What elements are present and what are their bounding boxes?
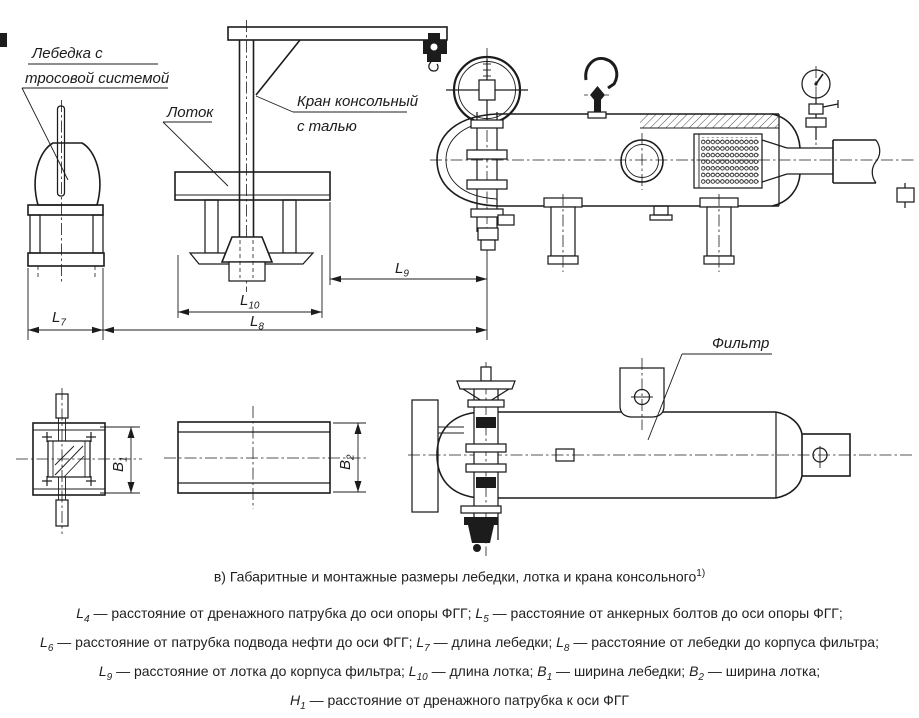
- filter-side-view: [430, 48, 916, 272]
- winch-mast: [58, 106, 65, 196]
- crane-beam: [228, 27, 447, 40]
- tray-channel: [175, 172, 330, 200]
- legend-line-2: $L_6$ — расстояние от патрубка подвода нефти до оси ФГГ; $L_7$ — длина лебедки; $L_8$ — расстояние от лебедки до корпуса фильтра;: [40, 634, 879, 654]
- vessel-gate-valve: [446, 48, 528, 250]
- crane-label-line1: Кран консольный: [297, 93, 419, 110]
- drain-nozzle: [650, 206, 672, 220]
- pressure-gauge: [802, 66, 838, 146]
- dim-label-l9: $L_9$: [395, 260, 409, 280]
- gauge-needle: [816, 74, 823, 84]
- filter-label-text: Фильтр: [712, 335, 770, 352]
- scan-mark: [0, 33, 7, 47]
- hook-curve: [586, 58, 617, 88]
- outlet-fitting: [897, 183, 914, 208]
- trolley-pulley: [430, 43, 438, 51]
- lifting-lug: [620, 358, 664, 430]
- pipe-break-line: [872, 140, 880, 183]
- winch-label-line1: Лебедка с: [32, 45, 103, 62]
- tray-plan-outline: [178, 422, 330, 493]
- tray-label-leader: [163, 122, 228, 186]
- dim-label-b2: $B_2$: [337, 454, 357, 470]
- winch-front-view: [28, 100, 104, 284]
- support-leg-right: [700, 194, 738, 272]
- tray-label: [163, 104, 228, 186]
- filter-label: [648, 335, 772, 440]
- crane-hoist-trolley: [423, 33, 447, 71]
- crane-label-line2: с талью: [297, 118, 357, 135]
- handwheel-edge-view: [457, 381, 515, 389]
- valve-assembly-plan: [457, 362, 515, 556]
- shell-hook: [584, 58, 617, 118]
- tray-front-view: [175, 172, 330, 281]
- figure-caption-text: в) Габаритные и монтажные размеры лебедки, лотка и крана консольного: [213, 568, 697, 585]
- legend-block: [0, 602, 919, 718]
- figure-caption-footnote-ref: 1): [696, 568, 706, 579]
- mount-plate: [412, 400, 438, 512]
- dim-label-l7: $L_7$: [52, 309, 66, 329]
- support-leg-left: [544, 194, 582, 272]
- basket-perforation: [701, 137, 759, 185]
- dim-label-l10: $L_{10}$: [240, 292, 260, 312]
- winch-base: [28, 253, 104, 266]
- dim-label-b1: $B_1$: [110, 456, 130, 472]
- winch-frame-right: [93, 215, 103, 253]
- crane-label: [256, 93, 419, 135]
- legend-line-3: $L_9$ — расстояние от лотка до корпуса фильтра; $L_{10}$ — длина лотка; $B_1$ — ширина лебедки; $B_2$ — ширина лотка;: [98, 663, 821, 683]
- legend-line-4: $H_1$ — расстояние от дренажного патрубка к оси ФГГ: [290, 692, 629, 712]
- crane-hook-icon: [429, 62, 438, 71]
- legend-line-1: $L_4$ — расстояние от дренажного патрубка до оси опоры ФГГ; $L_5$ — расстояние от анкерных болтов до оси опоры ФГГ;: [76, 605, 843, 625]
- tray-post-left: [205, 200, 218, 253]
- dim-label-l8: $L_8$: [250, 313, 264, 333]
- drain-valve-body: [478, 228, 498, 240]
- winch-frame-left: [30, 215, 40, 253]
- gauge-valve: [809, 104, 823, 114]
- shell-section-hatch: [640, 114, 779, 128]
- tray-top-view: [164, 406, 368, 509]
- gauge-valve-handle: [823, 104, 838, 107]
- crane-label-leader: [256, 96, 293, 112]
- filter-right-head: [776, 412, 802, 434]
- crane-footing: [229, 262, 265, 281]
- tray-post-right: [283, 200, 296, 253]
- winch-bell-body: [35, 143, 100, 205]
- crane-brace: [256, 40, 300, 95]
- winch-label-line2: тросовой системой: [25, 70, 170, 87]
- tray-label-text: Лоток: [167, 104, 214, 121]
- crane-base-block: [222, 237, 272, 262]
- winch-frame-top: [28, 205, 103, 215]
- winch-top-view: [16, 388, 142, 534]
- handwheel-hub: [479, 80, 495, 100]
- figure-caption: [0, 568, 919, 585]
- filter-top-view: [408, 358, 912, 556]
